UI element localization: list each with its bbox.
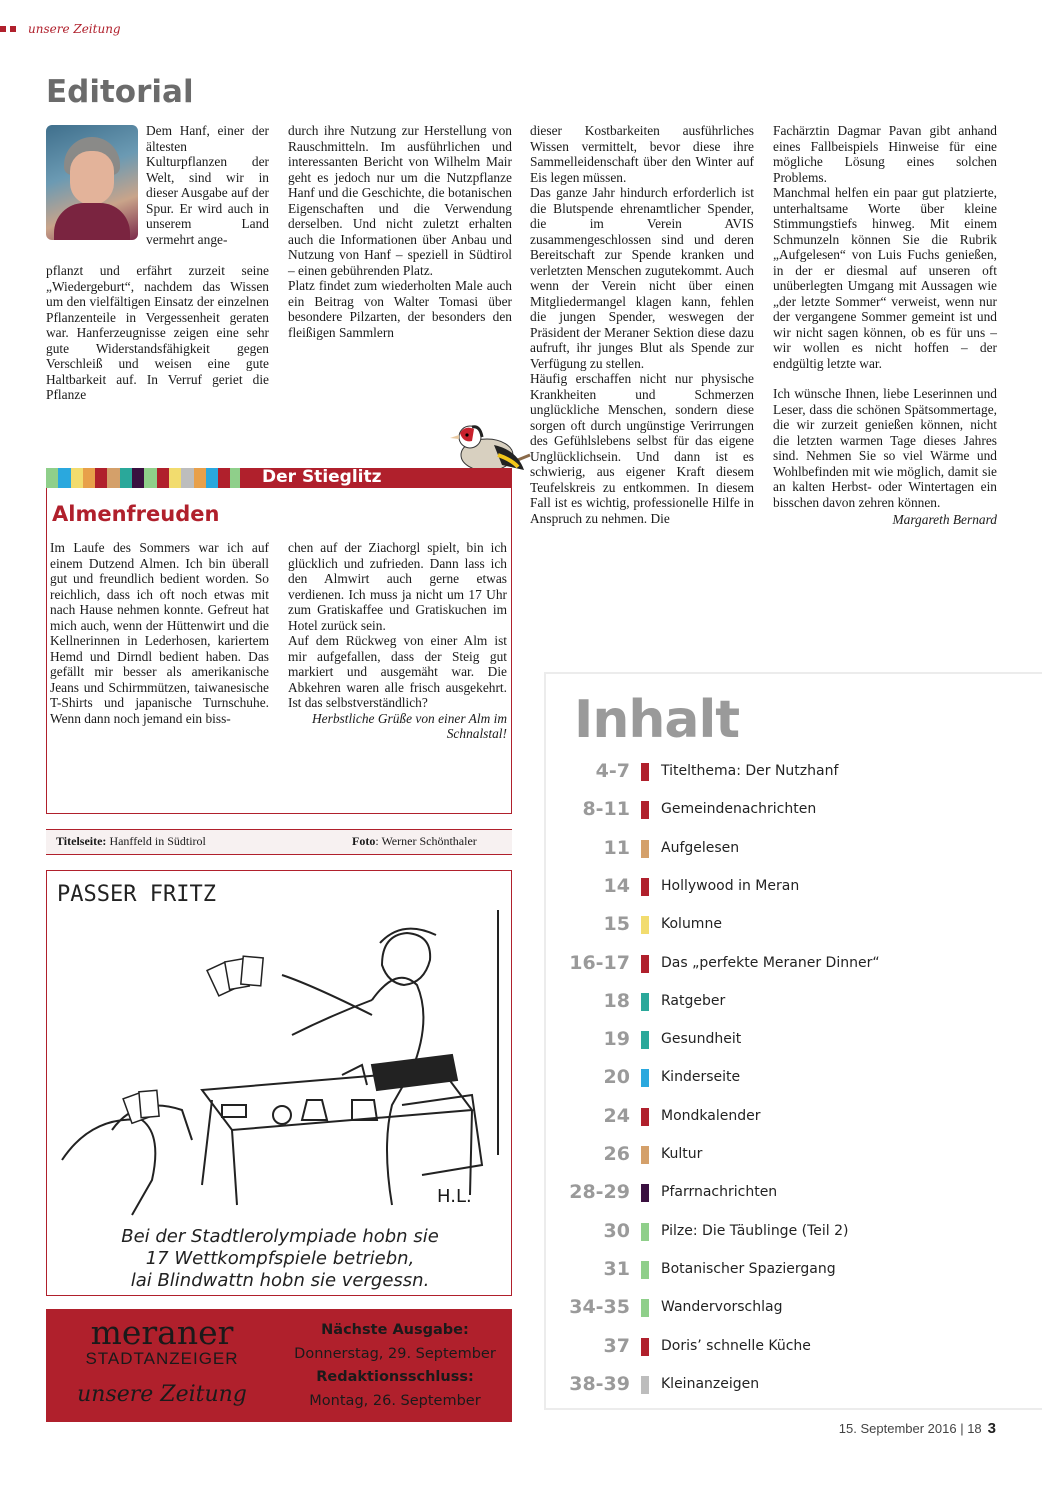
photo-credit-label: Foto <box>352 834 376 848</box>
toc-label: Botanischer Spaziergang <box>661 1260 836 1277</box>
stieglitz-col2 <box>288 540 507 742</box>
toc-label: Ratgeber <box>661 992 726 1009</box>
toc-page-number: 16-17 <box>569 951 630 974</box>
header-logo: unsere Zeitung <box>28 22 121 36</box>
toc-page-number: 31 <box>603 1257 630 1280</box>
toc-item[interactable] <box>556 1066 1026 1092</box>
toc-color-marker <box>641 1146 649 1164</box>
cover-caption-text: Hanffeld in Südtirol <box>109 834 206 848</box>
page-number: 3 <box>987 1420 996 1437</box>
toc-label: Hollywood in Meran <box>661 877 800 894</box>
toc-label: Titelthema: Der Nutzhanf <box>661 763 839 779</box>
next-issue-label: Nächste Ausgabe: <box>321 1322 469 1338</box>
editorial-title: Editorial <box>46 74 194 110</box>
editorial-col3-p2: Das ganze Jahr hindurch erforderlich ist die Blutspende ehrenamtlicher Spender, die im Verein AVIS zusammengeschlossen sind und deren Bereitschaft zur Spende kranken und verletzten Menschen zugutekommt. Auch wenn der Verein nicht über einen Mitgliedermangel klagen kann, fehlen die jungen Spender, weswegen der Präsident der Meraner Sektion diese dazu aufruft, ihr junges Blut als Spende zur Verfügung zu stellen. <box>530 185 754 371</box>
editorial-col2 <box>288 123 512 340</box>
toc-item[interactable] <box>556 837 1026 863</box>
toc-color-marker <box>641 1376 649 1394</box>
footer-date: 15. September 2016 | 18 <box>838 1421 982 1436</box>
cartoon-signature: H.L. <box>437 1186 472 1207</box>
editorial-col2-p1: durch ihre Nutzung zur Herstellung von Rauschmitteln. Im ausführlichen und interessanten Bericht von Wilhelm Mair geht es jedoch nur um die Nutzpflanze Hanf und die Geschichte, die botanischen Eigenschaften und die Verwendung derselben. Und nicht zuletzt erhalten auch die Informationen über Anbau und Nutzung von Hanf – speziell in Südtirol – einen gebührenden Platz. <box>288 123 512 278</box>
toc-color-marker <box>641 1184 649 1202</box>
toc-item[interactable] <box>556 1296 1026 1322</box>
toc-item[interactable] <box>556 1143 1026 1169</box>
deadline-label: Redaktionsschluss: <box>316 1369 474 1385</box>
toc-label: Pilze: Die Täublinge (Teil 2) <box>661 1222 849 1239</box>
stieglitz-col2-p2: Auf dem Rückweg von einer Alm ist mir aufgefallen, dass der Steig gut markiert und ausgemäht war. Die Abkehren waren alle frisch ausgekehrt. Ist das selbstverständlich? <box>288 633 507 710</box>
next-issue-info <box>282 1319 508 1413</box>
toc-label: Aufgelesen <box>661 839 740 856</box>
author-photo <box>46 125 138 240</box>
toc-page-number: 18 <box>603 989 630 1012</box>
toc-color-marker <box>641 993 649 1011</box>
editorial-col4-p3: Ich wünsche Ihnen, liebe Leserinnen und Leser, dass die schönen Spätsommertage, die wir zurzeit genießen können, nicht die letzten warmen Tage dieses Jahres sind. Nehmen Sie so viel Wärme und Wohlbefinden mit wie möglich, damit sie an kalten Herbst- oder Wintertagen ein bisschen davon zehren können. <box>773 386 997 510</box>
toc-item[interactable] <box>556 875 1026 901</box>
toc-label: Pfarrnachrichten <box>661 1184 778 1201</box>
toc-item[interactable] <box>556 760 1026 786</box>
toc-item[interactable] <box>556 1181 1026 1207</box>
toc-item[interactable] <box>556 913 1026 939</box>
toc-page-number: 24 <box>603 1104 630 1127</box>
toc-label: Kinderseite <box>661 1069 741 1086</box>
editorial-signature: Margareth Bernard <box>892 512 997 527</box>
masthead-logo: meraner <box>90 1313 234 1352</box>
toc-page-number: 37 <box>603 1334 630 1357</box>
toc-label: Wandervorschlag <box>661 1299 783 1316</box>
toc-color-marker <box>641 1223 649 1241</box>
toc-label: Mondkalender <box>661 1107 761 1124</box>
cartoon-caption <box>60 1226 500 1292</box>
editorial-col2-p2: Platz findet zum wiederholten Male auch ein Beitrag von Walter Tomasi über besondere Pilzarten, der besonders den fleißigen Sammlern <box>288 278 512 340</box>
cartoon-drawing <box>52 905 502 1220</box>
masthead-unsere-zeitung: unsere Zeitung <box>77 1382 247 1407</box>
cartoon-title: PASSER FRITZ <box>57 882 216 907</box>
toc-color-marker <box>641 1261 649 1279</box>
toc-item[interactable] <box>556 1373 1026 1399</box>
stieglitz-col1: Im Laufe des Sommers war ich auf einem Dutzend Almen. Ich bin überall gut und freundlich bedient worden. So reichlich, dass ich oft noch etwas mit nach Hause nehmen konnte. Gefreut hat mich auch, wenn der Hüttenwirt und die Kellnerinnen in Lederhosen, kariertem Hemd und Dirndl bedient haben. Das gefällt mir besser als amerikanische Jeans und Schirmmützen, taiwanesische T-Shirts und japanische Turnschuhe. Wenn dann noch jemand ein biss- <box>50 540 269 726</box>
toc-item[interactable] <box>556 1335 1026 1361</box>
editorial-col1-bottom: pflanzt und erfährt zurzeit seine „Wiedergeburt“, nachdem das Wissen um den vielfältigen Einsatz der einzelnen Pflanzenteile in Vergessenheit geraten war. Hanferzeugnisse zeigen eine sehr gute Widerstandsfähigkeit gegen Verschleiß und weisen eine gute Haltbarkeit auf. In Verruf geriet die Pflanze <box>46 263 269 402</box>
toc-label: Das „perfekte Meraner Dinner“ <box>661 954 880 971</box>
toc-color-marker <box>641 763 649 781</box>
cover-caption <box>46 829 512 855</box>
toc-page-number: 30 <box>603 1219 630 1242</box>
cartoon-caption-line3: lai Blindwattn hobn sie vergessn. <box>130 1270 430 1291</box>
cover-caption-label: Titelseite: <box>56 834 107 848</box>
editorial-col3-p3: Häufig erschaffen nicht nur physische Krankheiten und Schmerzen unglückliche Menschen, sondern diese sorgen oft durch ungünstige Verirrungen des Gefühlslebens selbst für das eigene Unglücklichsein. Und dann ist es schwierig, aus eigener Kraft diesem Teufelskreis zu entkommen. In diesem Fall ist es wichtig, professionelle Hilfe in Anspruch zu nehmen. Die <box>530 371 754 526</box>
toc-item[interactable] <box>556 990 1026 1016</box>
stieglitz-col2-p1: chen auf der Ziachorgl spielt, bin ich glücklich und zufrieden. Dann lass ich den Almwirt auch gerne etwas verdienen. Ich muss ja nicht um 17 Uhr zum Gratiskaffee und Gratiskuchen im Hotel zurück sein. <box>288 540 507 633</box>
toc-label: Gesundheit <box>661 1031 742 1048</box>
toc-item[interactable] <box>556 1220 1026 1246</box>
toc-color-marker <box>641 1338 649 1356</box>
page-footer <box>839 1420 996 1437</box>
toc-color-marker <box>641 801 649 819</box>
toc-color-marker <box>641 1069 649 1087</box>
deadline-date: Montag, 26. September <box>309 1392 481 1409</box>
toc-label: Kolumne <box>661 916 722 933</box>
editorial-col3 <box>530 123 754 526</box>
toc-item[interactable] <box>556 1105 1026 1131</box>
toc-page-number: 8-11 <box>582 798 630 821</box>
cartoon-caption-line1: Bei der Stadtlerolympiade hobn sie <box>121 1226 439 1247</box>
editorial-col1-top: Dem Hanf, einer der ältesten Kulturpflanzen der Welt, sind wir in dieser Ausgabe auf der Spur. Er wird auch in unserem Land vermehrt ange- <box>146 123 269 247</box>
toc-page-number: 34-35 <box>569 1296 630 1319</box>
stieglitz-label: Der Stieglitz <box>262 467 382 487</box>
header-square <box>0 26 6 32</box>
toc-page-number: 15 <box>603 913 630 936</box>
toc-page-number: 38-39 <box>569 1372 630 1395</box>
toc-item[interactable] <box>556 1258 1026 1284</box>
toc-color-marker <box>641 1108 649 1126</box>
toc-item[interactable] <box>556 1028 1026 1054</box>
toc-item[interactable] <box>556 798 1026 824</box>
editorial-col4 <box>773 123 997 528</box>
stieglitz-greeting: Herbstliche Grüße von einer Alm im Schnalstal! <box>312 710 507 741</box>
toc-color-marker <box>641 1299 649 1317</box>
toc-label: Kleinanzeigen <box>661 1375 760 1392</box>
toc-color-marker <box>641 916 649 934</box>
toc-color-marker <box>641 878 649 896</box>
stieglitz-title: Almenfreuden <box>52 502 220 526</box>
editorial-col4-p2: Manchmal helfen ein paar gut platzierte, unterhaltsame Worte über kleine Stimmungstiefs hinweg. Mit einem Schmunzeln können Sie die Rubrik „Aufgelesen“ von Luis Fuchs genießen, in der er diesmal auf unseren oft unüberlegten Umgang mit Aussagen wie „der letzte Sommer“ verweist, wenn nur der vergangene Sommer gemeint ist und wir nicht sagen können, ob es für uns – wir wollen es nicht hoffen – der endgültig letzte war. <box>773 185 997 371</box>
toc-page-number: 11 <box>603 836 630 859</box>
toc-label: Kultur <box>661 1146 703 1162</box>
photo-credit-text: : Werner Schönthaler <box>375 834 477 848</box>
inhalt-title: Inhalt <box>574 690 740 750</box>
toc-item[interactable] <box>556 952 1026 978</box>
toc-page-number: 20 <box>603 1066 630 1089</box>
toc-page-number: 19 <box>603 1028 630 1051</box>
next-issue-date: Donnerstag, 29. September <box>294 1345 496 1362</box>
toc-color-marker <box>641 1031 649 1049</box>
toc-page-number: 14 <box>603 874 630 897</box>
toc-page-number: 28-29 <box>569 1181 630 1204</box>
toc-page-number: 4-7 <box>595 760 630 782</box>
toc-page-number: 26 <box>603 1143 630 1165</box>
editorial-col4-p1: Fachärztin Dagmar Pavan gibt anhand eines Fallbeispiels Hinweise für eine mögliche Lösung eines solchen Problems. <box>773 123 997 185</box>
toc-color-marker <box>641 840 649 858</box>
header-bar <box>0 22 121 36</box>
cartoon-caption-line2: 17 Wettkompfspiele betriebn, <box>145 1248 415 1269</box>
toc-label: Doris’ schnelle Küche <box>661 1337 811 1354</box>
masthead-subtitle: STADTANZEIGER <box>85 1349 239 1368</box>
editorial-col3-p1: dieser Kostbarkeiten ausführliches Wissen vermittelt, bevor diese ihre Sammelleidenschaft über den Winter auf Eis legen müssen. <box>530 123 754 185</box>
toc-color-marker <box>641 955 649 973</box>
toc-label: Gemeindenachrichten <box>661 801 817 818</box>
header-square <box>10 26 16 32</box>
